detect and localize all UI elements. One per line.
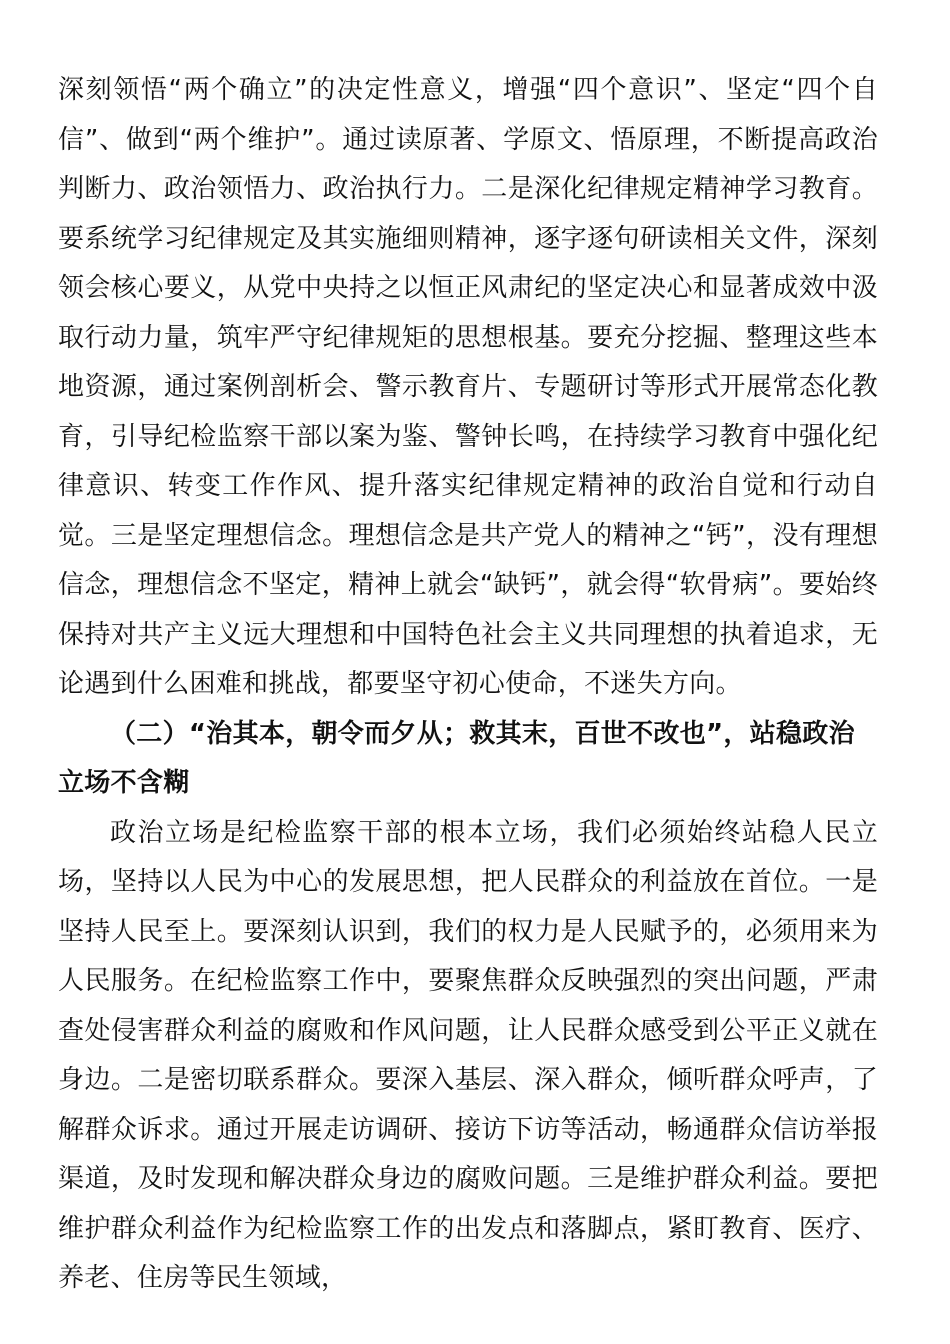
body-paragraph-2: 政治立场是纪检监察干部的根本立场，我们必须始终站稳人民立场，坚持以人民为中心的发展思想，把人民群众的利益放在首位。一是坚持人民至上。要深刻认识到，我们的权力是人民赋予的，必须用来为人民服务。在纪检监察工作中，要聚焦群众反映强烈的突出问题，严肃查处侵害群众利益的腐败和作风问题，让人民群众感受到公平正义就在身边。二是密切联系群众。要深入基层、深入群众，倾听群众呼声，了解群众诉求。通过开展走访调研、接访下访等活动，畅通群众信访举报渠道，及时发现和解决群众身边的腐败问题。三是维护群众利益。要把维护群众利益作为纪检监察工作的出发点和落脚点，紧盯教育、医疗、养老、住房等民生领域， (58, 817, 878, 1293)
body-paragraph-1: 深刻领悟“两个确立”的决定性意义，增强“四个意识”、坚定“四个自信”、做到“两个维护”。通过读原著、学原文、悟原理，不断提高政治判断力、政治领悟力、政治执行力。二是深化纪律规定精神学习教育。要系统学习纪律规定及其实施细则精神，逐字逐句研读相关文件，深刻领会核心要义，从党中央持之以恒正风肃纪的坚定决心和显著成效中汲取行动力量，筑牢严守纪律规矩的思想根基。要充分挖掘、整理这些本地资源，通过案例剖析会、警示教育片、专题研讨等形式开展常态化教育，引导纪检监察干部以案为鉴、警钟长鸣，在持续学习教育中强化纪律意识、转变工作作风、提升落实纪律规定精神的政治自觉和行动自觉。三是坚定理想信念。理想信念是共产党人的精神之“钙”，没有理想信念，理想信念不坚定，精神上就会“缺钙”，就会得“软骨病”。要始终保持对共产主义远大理想和中国特色社会主义共同理想的执着追求，无论遇到什么困难和挑战，都要坚守初心使命，不迷失方向。 (58, 75, 878, 699)
document-page (58, 66, 878, 1304)
section-heading: （二）“治其本，朝令而夕从；救其末，百世不改也”，站稳政治立场不含糊 (58, 718, 855, 798)
